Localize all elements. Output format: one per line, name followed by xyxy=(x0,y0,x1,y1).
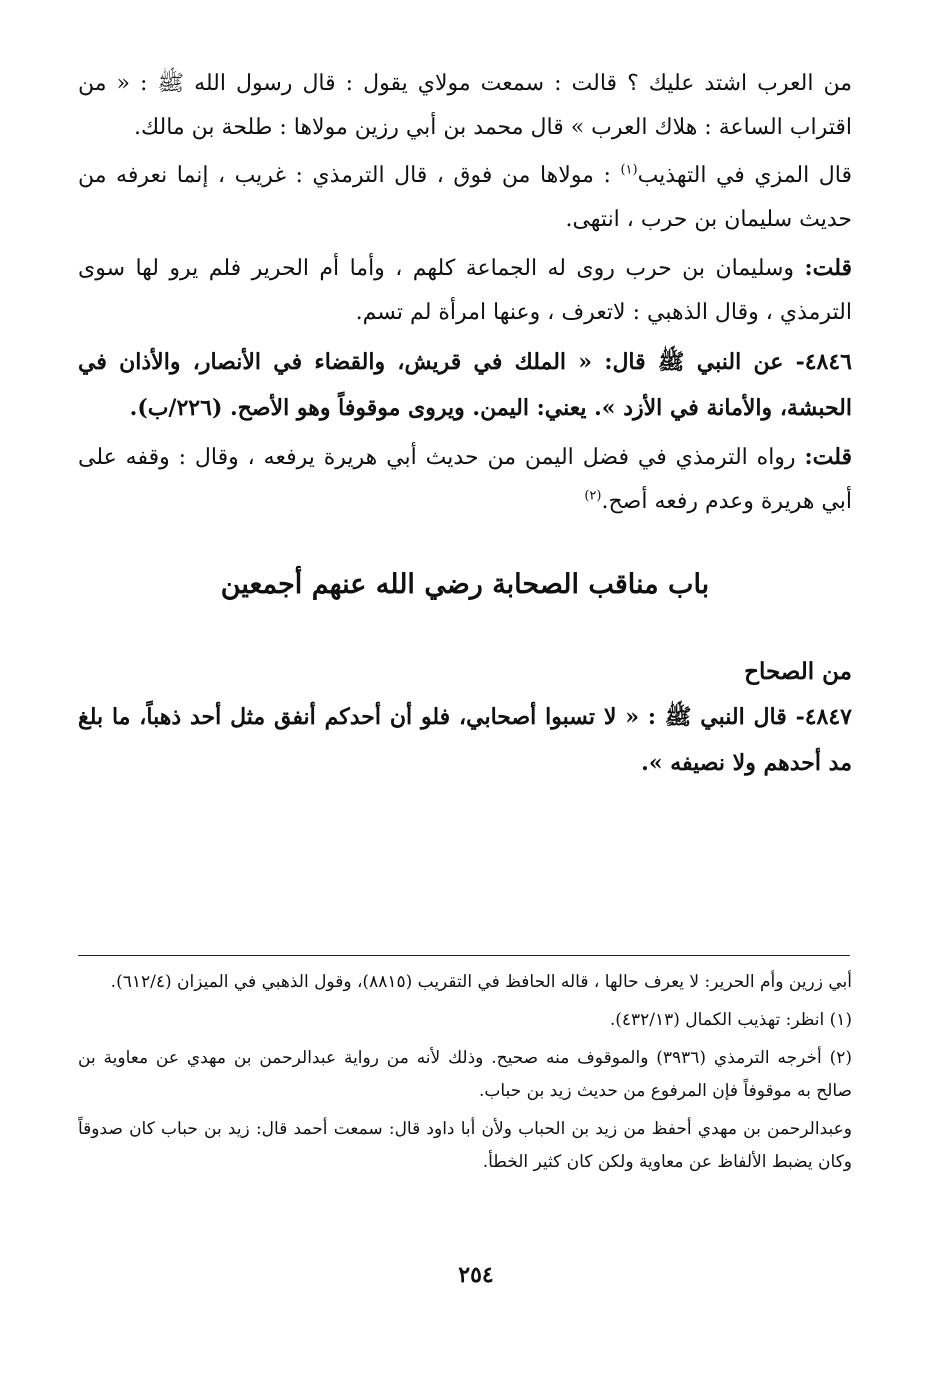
footnote-1: (١) انظر: تهذيب الكمال (٤٣٢/١٣). xyxy=(609,1010,852,1030)
paragraph-2 xyxy=(78,154,852,242)
hadith-4847: ٤٨٤٧- قال النبي ﷺ : « لا تسبوا أصحابي، فلو أن أحدكم أنفق مثل أحد ذهباً، ما بلغ مد أحدهم ولا نصيفه ». xyxy=(78,704,852,776)
paragraph-3-text: وسليمان بن حرب روى له الجماعة كلهم ، وأما أم الحرير فلم يرو لها سوى الترمذي ، وقال الذهبي : لاتعرف ، وعنها امرأة لم تسم. xyxy=(78,256,852,325)
hadith-4846: ٤٨٤٦- عن النبي ﷺ قال: « الملك في قريش، والقضاء في الأنصار، والأذان في الحبشة، والأمانة في الأزد ». يعني: اليمن. ويروى موقوفاً وهو الأصح. (٢٢٦/ب). xyxy=(78,349,852,421)
page-number: ٢٥٤ xyxy=(458,1262,494,1288)
paragraph-3 xyxy=(78,246,852,335)
qult-label-2: قلت: xyxy=(804,444,852,470)
footnote-ref-1: (١) xyxy=(620,162,638,178)
footnote-continued: أبي زرين وأم الحرير: لا يعرف حالها ، قاله الحافظ في التقريب (٨٨١٥)، وقول الذهبي في الميزان (٦١٢/٤). xyxy=(110,972,852,992)
paragraph-2-start: قال المزي في التهذيب xyxy=(637,163,852,188)
paragraph-4-text: رواه الترمذي في فضل اليمن من حديث أبي هريرة يرفعه ، وقال : وقفه على أبي هريرة وعدم رفعه أصح. xyxy=(78,445,852,514)
footnote-ref-2: (٢) xyxy=(584,488,602,504)
main-text xyxy=(78,62,852,790)
footnote-divider xyxy=(78,955,850,956)
footnotes xyxy=(78,966,852,1184)
paragraph-4 xyxy=(78,435,852,524)
paragraph-2-rest: : مولاها من فوق ، قال الترمذي : غريب ، إنما نعرفه من حديث سليمان بن حرب ، انتهى. xyxy=(78,163,852,232)
qult-label: قلت: xyxy=(804,255,853,281)
footnote-2-continued: وعبدالرحمن بن مهدي أحفظ من زيد بن الحباب ولأن أبا داود قال: سمعت أحمد قال: زيد بن حباب كان صدوقاً وكان يضبط الألفاظ عن معاوية ولكن كان كثير الخطأ. xyxy=(78,1119,852,1172)
footnote-2: (٢) أخرجه الترمذي (٣٩٣٦) والموقوف منه صحيح. وذلك لأنه من رواية عبدالرحمن بن مهدي عن معاوية بن صالح به موقوفاً فإن المرفوع من حديث زيد بن حباب. xyxy=(78,1048,852,1101)
section-heading: من الصحاح xyxy=(744,658,852,685)
paragraph-1: من العرب اشتد عليك ؟ قالت : سمعت مولاي يقول : قال رسول الله ﷺ : « من اقتراب الساعة : هلاك العرب » قال محمد بن أبي رزين مولاها : طلحة بن مالك. xyxy=(78,71,852,140)
chapter-title: باب مناقب الصحابة رضي الله عنهم أجمعين xyxy=(220,569,710,600)
